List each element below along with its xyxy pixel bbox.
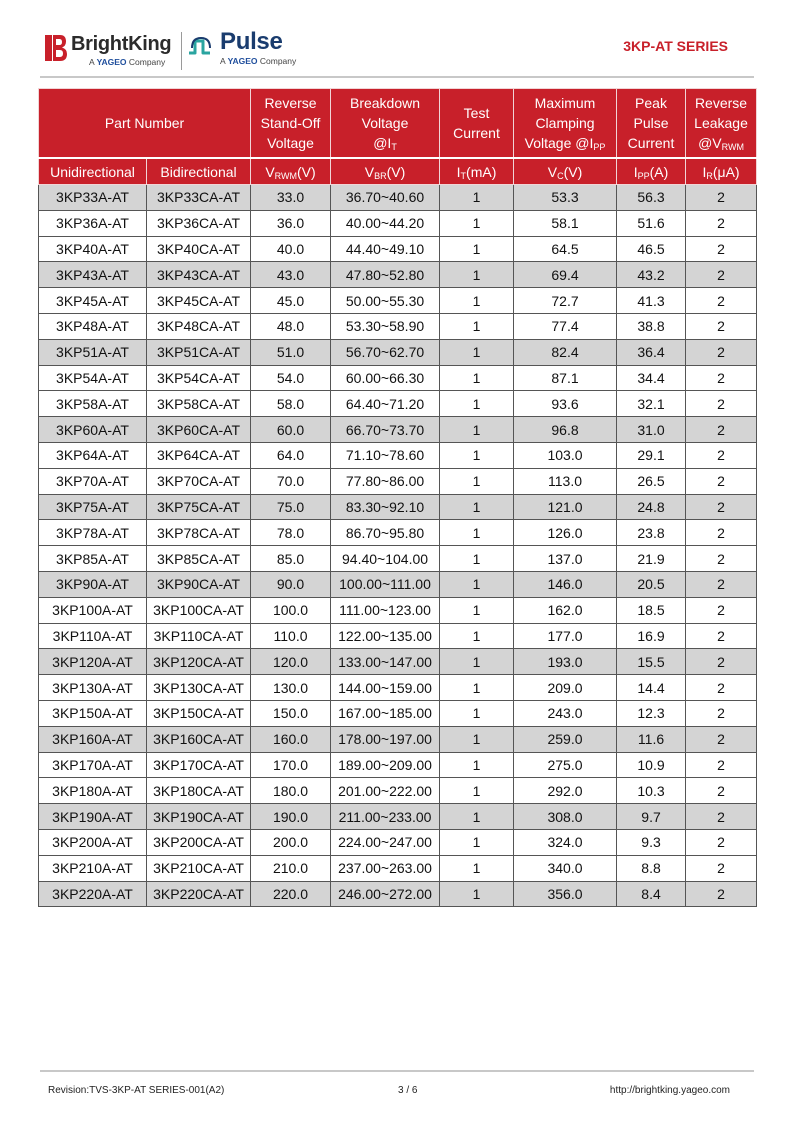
- vc-value-cell: 87.1: [514, 365, 617, 391]
- table-row: [39, 313, 757, 339]
- vrwm-value-cell: 33.0: [251, 185, 331, 211]
- ir-value-cell: 2: [686, 726, 757, 752]
- vbr-range-cell: 44.40~49.10: [331, 236, 440, 262]
- unidirectional-part-cell: 3KP40A-AT: [39, 236, 147, 262]
- bidirectional-part-cell: 3KP45CA-AT: [147, 288, 251, 314]
- footer-divider: [40, 1070, 754, 1072]
- vbr-range-cell: 86.70~95.80: [331, 520, 440, 546]
- ir-value-cell: 2: [686, 881, 757, 907]
- vbr-range-cell: 77.80~86.00: [331, 468, 440, 494]
- it-value-cell: 1: [440, 494, 514, 520]
- vc-value-cell: 340.0: [514, 855, 617, 881]
- ipp-value-cell: 41.3: [617, 288, 686, 314]
- ir-value-cell: 2: [686, 339, 757, 365]
- bidirectional-part-cell: 3KP120CA-AT: [147, 649, 251, 675]
- pulse-tagline: A YAGEO Company: [220, 56, 297, 66]
- vrwm-value-cell: 120.0: [251, 649, 331, 675]
- bidirectional-part-cell: 3KP150CA-AT: [147, 700, 251, 726]
- ipp-value-cell: 11.6: [617, 726, 686, 752]
- unidirectional-part-cell: 3KP70A-AT: [39, 468, 147, 494]
- ipp-value-cell: 32.1: [617, 391, 686, 417]
- ir-value-cell: 2: [686, 623, 757, 649]
- ir-value-cell: 2: [686, 597, 757, 623]
- vbr-range-cell: 64.40~71.20: [331, 391, 440, 417]
- max-clamping-header: Maximum Clamping Voltage $@I_{PP}$: [514, 89, 617, 159]
- revision-label: Revision:TVS-3KP-AT SERIES-001(A2): [48, 1085, 225, 1096]
- vbr-range-cell: 211.00~233.00: [331, 804, 440, 830]
- table-row: [39, 339, 757, 365]
- vrwm-value-cell: 43.0: [251, 262, 331, 288]
- vbr-range-cell: 144.00~159.00: [331, 675, 440, 701]
- table-row: [39, 700, 757, 726]
- part-number-header: Part Number: [39, 89, 251, 159]
- ipp-value-cell: 23.8: [617, 520, 686, 546]
- ir-value-cell: 2: [686, 468, 757, 494]
- table-body: [39, 185, 757, 907]
- brightking-logo: [45, 31, 175, 71]
- bidirectional-part-cell: 3KP58CA-AT: [147, 391, 251, 417]
- ipp-value-cell: 18.5: [617, 597, 686, 623]
- vc-value-cell: 93.6: [514, 391, 617, 417]
- unidirectional-part-cell: 3KP220A-AT: [39, 881, 147, 907]
- vc-value-cell: 58.1: [514, 210, 617, 236]
- ipp-value-cell: 43.2: [617, 262, 686, 288]
- vbr-range-cell: 36.70~40.60: [331, 185, 440, 211]
- vc-value-cell: 177.0: [514, 623, 617, 649]
- ipp-value-cell: 9.7: [617, 804, 686, 830]
- bidirectional-part-cell: 3KP170CA-AT: [147, 752, 251, 778]
- vbr-range-cell: 246.00~272.00: [331, 881, 440, 907]
- it-value-cell: 1: [440, 571, 514, 597]
- table-row: [39, 597, 757, 623]
- table-row: [39, 391, 757, 417]
- ipp-value-cell: 26.5: [617, 468, 686, 494]
- it-value-cell: 1: [440, 881, 514, 907]
- ipp-value-cell: 34.4: [617, 365, 686, 391]
- unidirectional-part-cell: 3KP110A-AT: [39, 623, 147, 649]
- vbr-range-cell: 71.10~78.60: [331, 442, 440, 468]
- ipp-value-cell: 16.9: [617, 623, 686, 649]
- it-value-cell: 1: [440, 520, 514, 546]
- it-value-cell: 1: [440, 339, 514, 365]
- unidirectional-part-cell: 3KP75A-AT: [39, 494, 147, 520]
- vrwm-value-cell: 54.0: [251, 365, 331, 391]
- ir-value-cell: 2: [686, 829, 757, 855]
- brightking-tagline: A YAGEO Company: [89, 57, 166, 67]
- ir-unit-header: $I_R(\mu A)$: [686, 158, 757, 185]
- ipp-value-cell: 14.4: [617, 675, 686, 701]
- test-current-header: Test Current: [440, 89, 514, 159]
- table-row: [39, 571, 757, 597]
- it-value-cell: 1: [440, 700, 514, 726]
- vbr-range-cell: 94.40~104.00: [331, 546, 440, 572]
- vbr-range-cell: 47.80~52.80: [331, 262, 440, 288]
- vc-value-cell: 324.0: [514, 829, 617, 855]
- it-value-cell: 1: [440, 210, 514, 236]
- vc-value-cell: 146.0: [514, 571, 617, 597]
- ir-value-cell: 2: [686, 675, 757, 701]
- table-row: [39, 185, 757, 211]
- ipp-value-cell: 10.9: [617, 752, 686, 778]
- vrwm-value-cell: 220.0: [251, 881, 331, 907]
- vc-unit-header: $V_C(V)$: [514, 158, 617, 185]
- unidirectional-part-cell: 3KP160A-AT: [39, 726, 147, 752]
- vbr-range-cell: 133.00~147.00: [331, 649, 440, 675]
- table-row: [39, 236, 757, 262]
- bidirectional-part-cell: 3KP64CA-AT: [147, 442, 251, 468]
- vc-value-cell: 275.0: [514, 752, 617, 778]
- ir-value-cell: 2: [686, 804, 757, 830]
- vbr-range-cell: 189.00~209.00: [331, 752, 440, 778]
- vbr-range-cell: 66.70~73.70: [331, 417, 440, 443]
- bidirectional-part-cell: 3KP36CA-AT: [147, 210, 251, 236]
- table-row: [39, 804, 757, 830]
- vrwm-value-cell: 170.0: [251, 752, 331, 778]
- reverse-leakage-header: Reverse Leakage $@V_{RWM}$: [686, 89, 757, 159]
- table-row: [39, 520, 757, 546]
- bidirectional-part-cell: 3KP85CA-AT: [147, 546, 251, 572]
- bidirectional-part-cell: 3KP33CA-AT: [147, 185, 251, 211]
- series-title: 3KP-AT SERIES: [623, 38, 728, 54]
- unidirectional-part-cell: 3KP58A-AT: [39, 391, 147, 417]
- vrwm-value-cell: 100.0: [251, 597, 331, 623]
- table-row: [39, 442, 757, 468]
- table-row: [39, 675, 757, 701]
- unidirectional-part-cell: 3KP150A-AT: [39, 700, 147, 726]
- vrwm-value-cell: 51.0: [251, 339, 331, 365]
- table-row: [39, 881, 757, 907]
- vc-value-cell: 308.0: [514, 804, 617, 830]
- vrwm-value-cell: 78.0: [251, 520, 331, 546]
- vbr-range-cell: 224.00~247.00: [331, 829, 440, 855]
- it-value-cell: 1: [440, 185, 514, 211]
- unidirectional-part-cell: 3KP78A-AT: [39, 520, 147, 546]
- vrwm-value-cell: 60.0: [251, 417, 331, 443]
- bidirectional-part-cell: 3KP130CA-AT: [147, 675, 251, 701]
- unidirectional-part-cell: 3KP180A-AT: [39, 778, 147, 804]
- table-row: [39, 726, 757, 752]
- vrwm-value-cell: 64.0: [251, 442, 331, 468]
- ir-value-cell: 2: [686, 288, 757, 314]
- it-value-cell: 1: [440, 675, 514, 701]
- bidirectional-part-cell: 3KP180CA-AT: [147, 778, 251, 804]
- vrwm-value-cell: 210.0: [251, 855, 331, 881]
- unidirectional-part-cell: 3KP54A-AT: [39, 365, 147, 391]
- ipp-value-cell: 36.4: [617, 339, 686, 365]
- vrwm-value-cell: 70.0: [251, 468, 331, 494]
- ipp-value-cell: 8.4: [617, 881, 686, 907]
- ipp-value-cell: 20.5: [617, 571, 686, 597]
- unidirectional-part-cell: 3KP60A-AT: [39, 417, 147, 443]
- it-value-cell: 1: [440, 752, 514, 778]
- ipp-value-cell: 21.9: [617, 546, 686, 572]
- ir-value-cell: 2: [686, 855, 757, 881]
- bidirectional-part-cell: 3KP110CA-AT: [147, 623, 251, 649]
- vc-value-cell: 137.0: [514, 546, 617, 572]
- unidirectional-part-cell: 3KP120A-AT: [39, 649, 147, 675]
- table-row: [39, 365, 757, 391]
- table-row: [39, 210, 757, 236]
- bidirectional-part-cell: 3KP48CA-AT: [147, 313, 251, 339]
- ipp-value-cell: 56.3: [617, 185, 686, 211]
- it-value-cell: 1: [440, 804, 514, 830]
- vc-value-cell: 72.7: [514, 288, 617, 314]
- ir-value-cell: 2: [686, 262, 757, 288]
- ipp-value-cell: 51.6: [617, 210, 686, 236]
- vbr-range-cell: 53.30~58.90: [331, 313, 440, 339]
- unidirectional-part-cell: 3KP85A-AT: [39, 546, 147, 572]
- it-value-cell: 1: [440, 391, 514, 417]
- ipp-value-cell: 15.5: [617, 649, 686, 675]
- bidirectional-part-cell: 3KP75CA-AT: [147, 494, 251, 520]
- vrwm-unit-header: $V_{RWM}(V)$: [251, 158, 331, 185]
- ir-value-cell: 2: [686, 546, 757, 572]
- it-value-cell: 1: [440, 546, 514, 572]
- vrwm-value-cell: 190.0: [251, 804, 331, 830]
- unidirectional-part-cell: 3KP170A-AT: [39, 752, 147, 778]
- vrwm-value-cell: 48.0: [251, 313, 331, 339]
- bidirectional-part-cell: 3KP70CA-AT: [147, 468, 251, 494]
- it-value-cell: 1: [440, 236, 514, 262]
- vrwm-value-cell: 75.0: [251, 494, 331, 520]
- vc-value-cell: 53.3: [514, 185, 617, 211]
- ir-value-cell: 2: [686, 700, 757, 726]
- pulse-logo: [188, 30, 308, 70]
- unidirectional-part-cell: 3KP43A-AT: [39, 262, 147, 288]
- it-value-cell: 1: [440, 726, 514, 752]
- ir-value-cell: 2: [686, 185, 757, 211]
- bidirectional-part-cell: 3KP40CA-AT: [147, 236, 251, 262]
- vc-value-cell: 259.0: [514, 726, 617, 752]
- unidirectional-part-cell: 3KP64A-AT: [39, 442, 147, 468]
- vc-value-cell: 77.4: [514, 313, 617, 339]
- bidirectional-header: Bidirectional: [147, 158, 251, 185]
- bidirectional-part-cell: 3KP210CA-AT: [147, 855, 251, 881]
- table-row: [39, 778, 757, 804]
- ir-value-cell: 2: [686, 571, 757, 597]
- bidirectional-part-cell: 3KP51CA-AT: [147, 339, 251, 365]
- breakdown-voltage-header: Breakdown Voltage $@I_T$: [331, 89, 440, 159]
- peak-pulse-current-header: Peak Pulse Current: [617, 89, 686, 159]
- vc-value-cell: 126.0: [514, 520, 617, 546]
- it-value-cell: 1: [440, 468, 514, 494]
- it-value-cell: 1: [440, 313, 514, 339]
- electrical-characteristics-table: [38, 88, 757, 907]
- vbr-range-cell: 56.70~62.70: [331, 339, 440, 365]
- vrwm-value-cell: 160.0: [251, 726, 331, 752]
- ipp-value-cell: 12.3: [617, 700, 686, 726]
- it-value-cell: 1: [440, 649, 514, 675]
- vc-value-cell: 193.0: [514, 649, 617, 675]
- table-row: [39, 417, 757, 443]
- table-row: [39, 752, 757, 778]
- bidirectional-part-cell: 3KP43CA-AT: [147, 262, 251, 288]
- vbr-range-cell: 50.00~55.30: [331, 288, 440, 314]
- vc-value-cell: 69.4: [514, 262, 617, 288]
- vrwm-value-cell: 200.0: [251, 829, 331, 855]
- ir-value-cell: 2: [686, 752, 757, 778]
- ir-value-cell: 2: [686, 649, 757, 675]
- brightking-wordmark: BrightKing: [71, 33, 172, 55]
- header-divider: [40, 76, 754, 78]
- it-value-cell: 1: [440, 623, 514, 649]
- brightking-logo-icon: [45, 35, 67, 61]
- it-value-cell: 1: [440, 442, 514, 468]
- vrwm-value-cell: 180.0: [251, 778, 331, 804]
- vc-value-cell: 96.8: [514, 417, 617, 443]
- it-value-cell: 1: [440, 262, 514, 288]
- table-row: [39, 546, 757, 572]
- vbr-range-cell: 167.00~185.00: [331, 700, 440, 726]
- unidirectional-part-cell: 3KP48A-AT: [39, 313, 147, 339]
- vrwm-value-cell: 90.0: [251, 571, 331, 597]
- ir-value-cell: 2: [686, 313, 757, 339]
- unidirectional-part-cell: 3KP45A-AT: [39, 288, 147, 314]
- vrwm-value-cell: 130.0: [251, 675, 331, 701]
- table-row: [39, 262, 757, 288]
- vbr-range-cell: 201.00~222.00: [331, 778, 440, 804]
- table-row: [39, 288, 757, 314]
- ir-value-cell: 2: [686, 778, 757, 804]
- unidirectional-part-cell: 3KP36A-AT: [39, 210, 147, 236]
- ipp-value-cell: 8.8: [617, 855, 686, 881]
- page-header: [40, 28, 754, 74]
- it-value-cell: 1: [440, 829, 514, 855]
- vbr-range-cell: 237.00~263.00: [331, 855, 440, 881]
- ir-value-cell: 2: [686, 210, 757, 236]
- vc-value-cell: 113.0: [514, 468, 617, 494]
- reverse-standoff-header: Reverse Stand-Off Voltage: [251, 89, 331, 159]
- table-row: [39, 468, 757, 494]
- vrwm-value-cell: 150.0: [251, 700, 331, 726]
- vc-value-cell: 356.0: [514, 881, 617, 907]
- ipp-value-cell: 10.3: [617, 778, 686, 804]
- it-value-cell: 1: [440, 778, 514, 804]
- vc-value-cell: 162.0: [514, 597, 617, 623]
- ipp-value-cell: 9.3: [617, 829, 686, 855]
- unidirectional-part-cell: 3KP130A-AT: [39, 675, 147, 701]
- vrwm-value-cell: 36.0: [251, 210, 331, 236]
- page-number: 3 / 6: [398, 1085, 418, 1096]
- it-value-cell: 1: [440, 855, 514, 881]
- vc-value-cell: 292.0: [514, 778, 617, 804]
- vc-value-cell: 64.5: [514, 236, 617, 262]
- ir-value-cell: 2: [686, 391, 757, 417]
- unidirectional-header: Unidirectional: [39, 158, 147, 185]
- bidirectional-part-cell: 3KP60CA-AT: [147, 417, 251, 443]
- vbr-range-cell: 40.00~44.20: [331, 210, 440, 236]
- ir-value-cell: 2: [686, 520, 757, 546]
- unidirectional-part-cell: 3KP200A-AT: [39, 829, 147, 855]
- ir-value-cell: 2: [686, 417, 757, 443]
- unidirectional-part-cell: 3KP190A-AT: [39, 804, 147, 830]
- vc-value-cell: 209.0: [514, 675, 617, 701]
- vrwm-value-cell: 58.0: [251, 391, 331, 417]
- bidirectional-part-cell: 3KP200CA-AT: [147, 829, 251, 855]
- unidirectional-part-cell: 3KP100A-AT: [39, 597, 147, 623]
- unidirectional-part-cell: 3KP210A-AT: [39, 855, 147, 881]
- bidirectional-part-cell: 3KP160CA-AT: [147, 726, 251, 752]
- table-row: [39, 649, 757, 675]
- bidirectional-part-cell: 3KP100CA-AT: [147, 597, 251, 623]
- unidirectional-part-cell: 3KP51A-AT: [39, 339, 147, 365]
- vbr-range-cell: 60.00~66.30: [331, 365, 440, 391]
- bidirectional-part-cell: 3KP54CA-AT: [147, 365, 251, 391]
- vbr-range-cell: 178.00~197.00: [331, 726, 440, 752]
- pulse-wave-icon: [188, 36, 214, 58]
- vbr-range-cell: 122.00~135.00: [331, 623, 440, 649]
- unidirectional-part-cell: 3KP90A-AT: [39, 571, 147, 597]
- vrwm-value-cell: 110.0: [251, 623, 331, 649]
- table-row: [39, 494, 757, 520]
- ipp-value-cell: 29.1: [617, 442, 686, 468]
- vrwm-value-cell: 40.0: [251, 236, 331, 262]
- vc-value-cell: 121.0: [514, 494, 617, 520]
- bidirectional-part-cell: 3KP78CA-AT: [147, 520, 251, 546]
- vrwm-value-cell: 85.0: [251, 546, 331, 572]
- vc-value-cell: 243.0: [514, 700, 617, 726]
- ipp-value-cell: 46.5: [617, 236, 686, 262]
- table-row: [39, 623, 757, 649]
- vrwm-value-cell: 45.0: [251, 288, 331, 314]
- bidirectional-part-cell: 3KP190CA-AT: [147, 804, 251, 830]
- it-value-cell: 1: [440, 365, 514, 391]
- table-row: [39, 855, 757, 881]
- pulse-wordmark: Pulse: [220, 28, 283, 55]
- it-value-cell: 1: [440, 417, 514, 443]
- table-row: [39, 829, 757, 855]
- bidirectional-part-cell: 3KP220CA-AT: [147, 881, 251, 907]
- vbr-range-cell: 83.30~92.10: [331, 494, 440, 520]
- ipp-value-cell: 38.8: [617, 313, 686, 339]
- ipp-value-cell: 31.0: [617, 417, 686, 443]
- ir-value-cell: 2: [686, 236, 757, 262]
- ipp-unit-header: $I_{PP}(A)$: [617, 158, 686, 185]
- website-url[interactable]: http://brightking.yageo.com: [609, 1085, 730, 1096]
- vbr-range-cell: 111.00~123.00: [331, 597, 440, 623]
- vbr-range-cell: 100.00~111.00: [331, 571, 440, 597]
- ipp-value-cell: 24.8: [617, 494, 686, 520]
- it-value-cell: 1: [440, 288, 514, 314]
- vbr-unit-header: $V_{BR}(V)$: [331, 158, 440, 185]
- ir-value-cell: 2: [686, 365, 757, 391]
- it-value-cell: 1: [440, 597, 514, 623]
- vc-value-cell: 103.0: [514, 442, 617, 468]
- ir-value-cell: 2: [686, 494, 757, 520]
- logo-divider: [181, 32, 182, 70]
- vc-value-cell: 82.4: [514, 339, 617, 365]
- ir-value-cell: 2: [686, 442, 757, 468]
- bidirectional-part-cell: 3KP90CA-AT: [147, 571, 251, 597]
- unidirectional-part-cell: 3KP33A-AT: [39, 185, 147, 211]
- it-unit-header: $I_T(mA)$: [440, 158, 514, 185]
